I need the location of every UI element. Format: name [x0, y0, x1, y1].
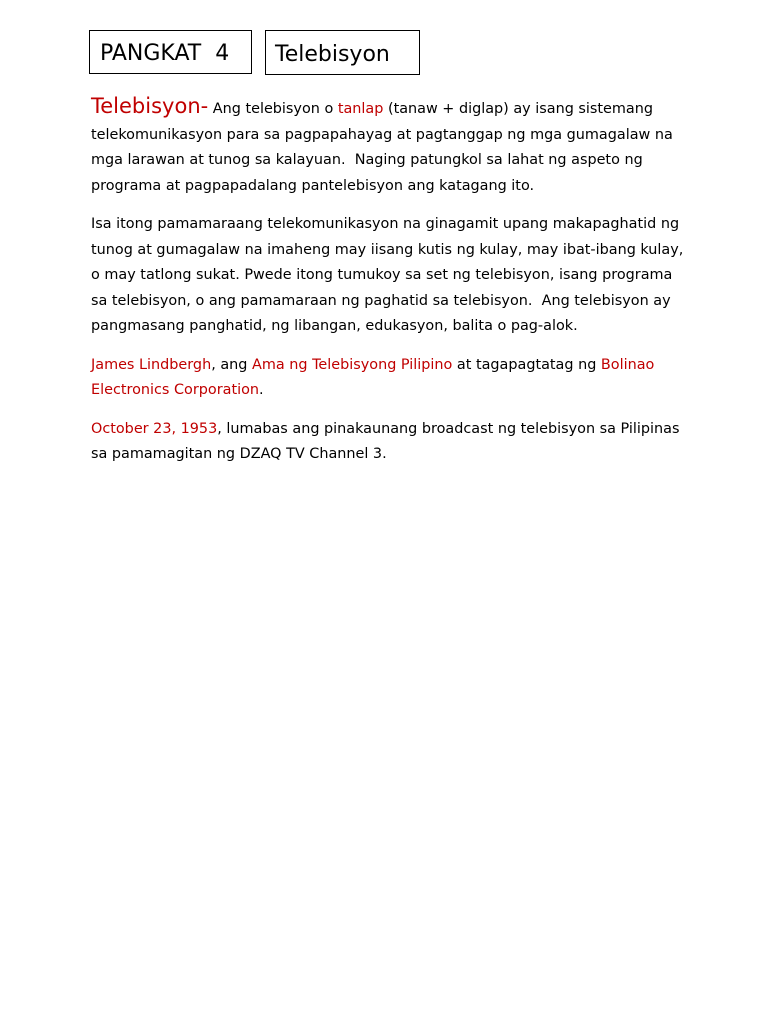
group-label: PANGKAT 4: [100, 41, 230, 66]
document-body: [91, 94, 691, 481]
highlight-tanlap: tanlap: [337, 101, 384, 117]
paragraph-line: mga larawan at tunog sa kalayuan. Naging patungkol sa lahat ng aspeto ng: [91, 152, 643, 168]
group-label-box: [89, 30, 252, 74]
paragraph-line: tunog at gumagalaw na imaheng may iisang kutis ng kulay, may ibat-ibang kulay,: [91, 241, 684, 258]
text-span: .: [259, 382, 264, 398]
paragraph-description: [91, 212, 691, 340]
highlight-title: Ama ng Telebisyong Pilipino: [252, 356, 453, 373]
paragraph-line: pangmasang panghatid, ng libangan, edukasyon, balita o pag-alok.: [91, 318, 578, 334]
paragraph-first-broadcast: [91, 417, 691, 468]
paragraph-line: o may tatlong sukat. Pwede itong tumukoy sa set ng telebisyon, isang programa: [91, 267, 673, 283]
term-heading: Telebisyon-: [91, 94, 209, 118]
text-span: , ang: [211, 356, 252, 373]
paragraph-line: [91, 94, 691, 123]
paragraph-founder: [91, 353, 691, 404]
highlight-company-part2: Electronics Corporation: [91, 382, 260, 398]
paragraph-line: telekomunikasyon para sa pagpapahayag at pagtanggap ng mga gumagalaw na: [91, 126, 673, 143]
paragraph-line: sa pamamagitan ng DZAQ TV Channel 3.: [91, 446, 387, 462]
paragraph-line: [91, 378, 691, 404]
text-span: , lumabas ang pinakaunang broadcast ng telebisyon sa Pilipinas: [217, 420, 680, 437]
paragraph-line: [91, 417, 691, 443]
paragraph-line: programa at pagpapadalang pantelebisyon ang katagang ito.: [91, 177, 535, 194]
highlight-company-part1: Bolinao: [600, 356, 655, 373]
topic-label-box: [265, 30, 420, 75]
paragraph-line: [91, 353, 691, 379]
highlight-person: James Lindbergh: [91, 356, 212, 373]
paragraph-line: sa telebisyon, o ang pamamaraan ng paghatid sa telebisyon. Ang telebisyon ay: [91, 292, 671, 309]
topic-label: Telebisyon: [275, 42, 390, 67]
text-span: (tanaw + diglap) ay isang sistemang: [383, 101, 653, 117]
paragraph-line: Isa itong pamamaraang telekomunikasyon na ginagamit upang makapaghatid ng: [91, 216, 680, 232]
text-span: Ang telebisyon o: [208, 101, 338, 117]
highlight-date: October 23, 1953: [91, 420, 218, 437]
paragraph-definition: [91, 94, 691, 199]
text-span: at tagapagtatag ng: [452, 356, 601, 373]
